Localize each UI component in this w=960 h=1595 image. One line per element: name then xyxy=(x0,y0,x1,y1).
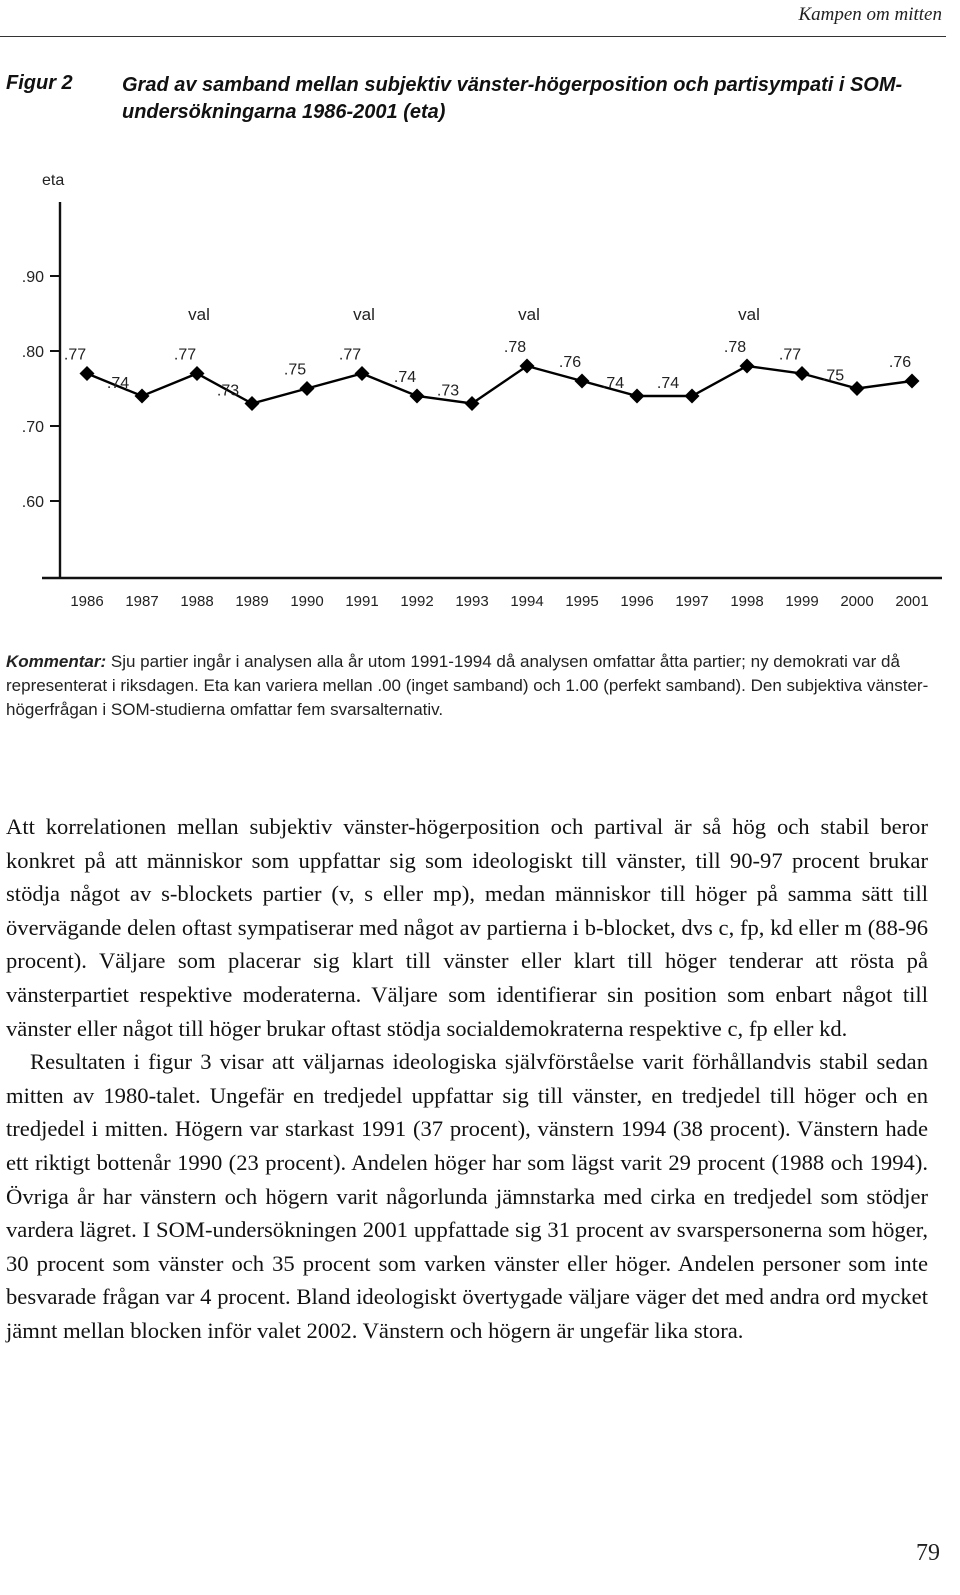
data-value-label: .74 xyxy=(106,375,130,392)
election-annotation: val xyxy=(188,305,210,324)
data-value-label: .77 xyxy=(338,346,362,364)
data-value-label: .74 xyxy=(393,369,417,386)
x-tick-label: 2000 xyxy=(840,593,874,610)
data-value-label: .74 xyxy=(601,375,625,392)
x-tick-label: 1999 xyxy=(785,593,819,610)
data-point-marker xyxy=(80,366,95,381)
data-value-label: .77 xyxy=(778,346,802,364)
x-axis-labels xyxy=(70,593,928,610)
page-number: 79 xyxy=(916,1540,940,1566)
data-point-marker xyxy=(520,359,535,374)
data-value-label: .78 xyxy=(503,339,527,356)
x-tick-label: 1989 xyxy=(235,593,269,610)
y-tick-label: .80 xyxy=(21,344,44,361)
data-value-label: .76 xyxy=(888,354,912,371)
data-value-label: .78 xyxy=(723,339,747,356)
series-line xyxy=(87,366,912,404)
data-value-label: .75 xyxy=(821,367,845,385)
value-labels xyxy=(64,339,911,400)
running-title: Kampen om mitten xyxy=(798,4,942,25)
data-value-label: .76 xyxy=(558,354,582,371)
x-tick-label: 1991 xyxy=(345,593,379,610)
x-tick-label: 1995 xyxy=(565,593,599,610)
data-value-label: .77 xyxy=(173,346,197,364)
figure-label: Figur 2 xyxy=(6,72,73,94)
comment-text: Sju partier ingår i analysen alla år utom 1991-1994 då analysen omfattar åtta partier; ny demokrati var då representerat i riksdagen. Eta kan variera mellan .00 (inget samband) och 1.00 (perfekt samband). Den subjektiva vänster-högerfrågan i SOM-studierna omfattar fem svarsalternativ. xyxy=(6,652,929,719)
data-value-label: .77 xyxy=(63,346,87,364)
eta-line-chart xyxy=(0,160,960,620)
y-tick-label: .60 xyxy=(21,494,44,511)
x-tick-label: 1986 xyxy=(70,593,104,610)
data-point-marker xyxy=(740,359,755,374)
y-tick-label: .90 xyxy=(21,269,44,286)
x-tick-label: 2001 xyxy=(895,593,929,610)
data-point-marker xyxy=(685,389,700,404)
x-tick-label: 1996 xyxy=(620,593,654,610)
figure-title: Grad av samband mellan subjektiv vänster-högerposition och partisympati i SOM-undersökningarna 1986-2001 (eta) xyxy=(122,74,903,123)
x-tick-label: 1993 xyxy=(455,593,489,610)
data-point-marker xyxy=(410,389,425,404)
x-tick-label: 1987 xyxy=(125,593,159,610)
data-point-marker xyxy=(575,374,590,389)
data-point-marker xyxy=(465,396,480,411)
x-tick-label: 1992 xyxy=(400,593,434,610)
election-annotations xyxy=(188,305,760,324)
data-point-marker xyxy=(630,389,645,404)
x-tick-label: 1997 xyxy=(675,593,709,610)
body-paragraph-2: Resultaten i figur 3 visar att väljarnas ideologiska självförståelse varit förhållandvis stabil sedan mitten av 1980-talet. Ungefär en tredjedel uppfattar sig till vänster, en tredjedel till höger och en tredjedel i mitten. Högern var starkast 1991 (37 procent), vänstern 1994 (38 procent). Vänstern hade ett riktigt bottenår 1990 (23 procent). Andelen höger har som lägst varit 29 procent (1988 och 1994). Övriga år har vänstern och högern varit någorlunda jämnstarka med cirka en tredjedel som stödjer vardera lägret. I SOM-undersökningen 2001 uppfattade sig 31 procent av svarspersonerna som höger, 30 procent som vänster och 35 procent som varken vänster eller höger. Andelen personer som inte besvarade frågan var 4 procent. Bland ideologiskt övertygade väljare väger det med andra ord mycket jämnt mellan blocken inför valet 2002. Vänstern och högern är ungefär lika stora. xyxy=(6,1049,928,1343)
data-point-marker xyxy=(245,396,260,411)
data-value-label: .73 xyxy=(216,382,240,400)
y-tick-label: .70 xyxy=(21,419,44,436)
data-point-marker xyxy=(135,389,150,404)
x-tick-label: 1998 xyxy=(730,593,764,610)
comment-label: Kommentar: xyxy=(6,652,107,671)
y-axis-ticks xyxy=(22,269,60,511)
data-value-label: .73 xyxy=(436,382,460,400)
figure-comment xyxy=(6,650,946,722)
data-point-marker xyxy=(355,366,370,381)
body-text xyxy=(6,810,928,1348)
election-annotation: val xyxy=(353,305,375,324)
election-annotation: val xyxy=(518,305,540,324)
y-axis-label: eta xyxy=(42,172,65,189)
header-rule xyxy=(0,36,946,37)
data-point-marker xyxy=(190,366,205,381)
data-point-marker xyxy=(905,374,920,389)
data-point-marker xyxy=(300,381,315,396)
data-value-label: .74 xyxy=(656,375,680,392)
data-point-marker xyxy=(850,381,865,396)
body-paragraph-1: Att korrelationen mellan subjektiv vänster-högerposition och partival är så hög och stabil beror konkret på att människor som uppfattar sig som ideologiskt till vänster, till 90-97 procent brukar stödja något av s-blockets partier (v, s eller mp), medan människor till höger på samma sätt till övervägande delen oftast sympatiserar med något av partierna i b-blocket, dvs c, fp, kd eller m (88-96 procent). Väljare som placerar sig klart till vänster eller klart till höger tenderar att rösta på vänsterpartiet respektive moderaterna. Väljare som identifierar sin position som enbart något till vänster eller något till höger brukar oftast stödja socialdemokraterna respektive c, fp eller kd. xyxy=(6,814,928,1041)
x-tick-label: 1994 xyxy=(510,593,544,610)
x-tick-label: 1988 xyxy=(180,593,214,610)
x-tick-label: 1990 xyxy=(290,593,324,610)
election-annotation: val xyxy=(738,305,760,324)
data-value-label: .75 xyxy=(283,361,307,379)
data-point-marker xyxy=(795,366,810,381)
